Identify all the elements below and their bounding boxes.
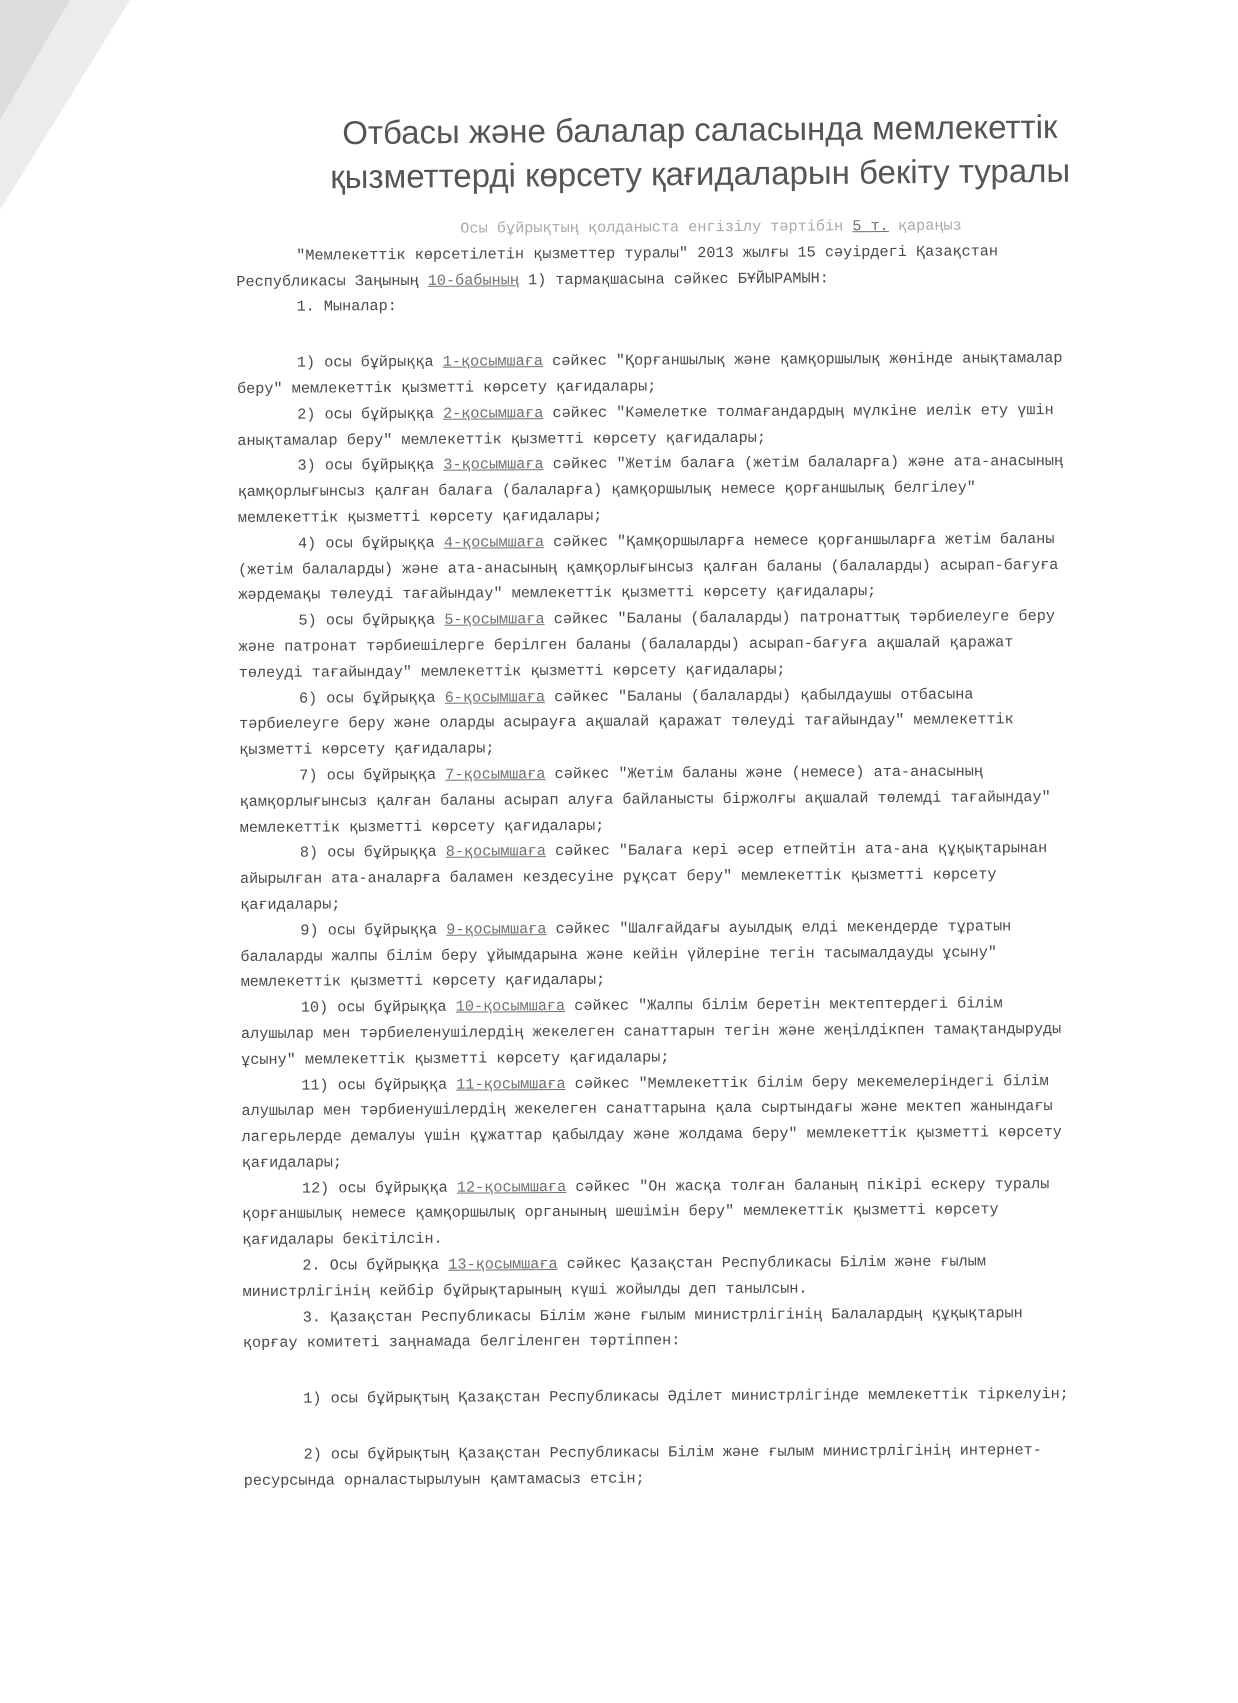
rule-item-continuation: алушылар мен тәрбиенушілердің жекелеген санаттарына қала сыртындағы және мектеп жанындағы <box>241 1097 1053 1121</box>
paragraph-3-line-2: қорғау комитеті заңнамада белгіленген тәртіппен: <box>242 1331 681 1353</box>
annex-link[interactable]: 6-қосымшаға <box>444 687 546 707</box>
rule-item-continuation: алушылар мен тәрбиеленушілердің жекелеген санаттарын тегін және жеңілдікпен тамақтандыруды <box>240 1019 1062 1043</box>
paragraph-2-line-2: министрлігінің кейбір бұйрықтарының күші жойылды деп танылсын. <box>242 1279 808 1301</box>
rule-item-6: 6) осы бұйрыққа 6-қосымшаға сәйкес "Баланы (балаларды) қабылдаушы отбасына <box>298 685 974 708</box>
subitem-1: 1) осы бұйрықтың Қазақстан Республикасы Әділет министрлігінде мемлекеттік тіркелуін; <box>303 1385 1069 1408</box>
annex-13-link[interactable]: 13-қосымшаға <box>448 1255 558 1274</box>
rule-item-continuation: қағидалары бекітілсін. <box>242 1230 443 1250</box>
rule-item-continuation: беру" мемлекеттік қызметті көрсету қағидалары; <box>236 377 657 398</box>
paragraph-1: 1. Мыналар: <box>296 297 397 317</box>
rule-item-continuation: төлеуді тағайындау" мемлекеттік қызметті көрсету қағидалары; <box>238 660 786 682</box>
paragraph-3-line-1: 3. Қазақстан Республикасы Білім және ғылым министрлігінің Балалардың құқықтарын <box>302 1303 1023 1327</box>
rule-item-continuation: қамқорлығынсыз қалған баланы асырап алуға байланысты біржолғы ақшалай төлемді тағайындау" <box>239 787 1051 811</box>
paragraph-2-line-1: 2. Осы бұйрыққа 13-қосымшаға сәйкес Қазақстан Республикасы Білім және ғылым <box>302 1252 987 1275</box>
annex-link[interactable]: 4-қосымшаға <box>443 532 545 552</box>
rule-item-continuation: мемлекеттік қызметті көрсету қағидалары; <box>237 506 603 527</box>
annex-link[interactable]: 7-қосымшаға <box>445 765 546 784</box>
rule-item-continuation: қорғаншылық немесе қамқоршылық органының шешімін беру" мемлекеттік қызметті көрсету <box>242 1200 999 1224</box>
rule-item-continuation: ұсыну" мемлекеттік қызметті көрсету қағидалары; <box>241 1048 670 1069</box>
rule-item-continuation: қағидалары; <box>240 895 341 914</box>
annex-link[interactable]: 9-қосымшаға <box>446 919 547 939</box>
rule-item-1: 1) осы бұйрыққа 1-қосымшаға сәйкес "Қорғаншылық және қамқоршылық жөнінде анықтамалар <box>296 349 1063 372</box>
rule-item-continuation: жәрдемақы төлеуді тағайындау" мемлекеттік қызметті көрсету қағидалары; <box>238 582 877 605</box>
rules-list <box>237 345 1192 1254</box>
subitem-2-line-2: ресурсында орналастырылуын қамтамасыз етсін; <box>243 1469 645 1490</box>
annex-link[interactable]: 1-қосымшаға <box>442 352 544 371</box>
rule-item-continuation: және патронат тәрбиешілерге берілген баланы (балаларды) асырап-бағуға ақшалай қаражат <box>238 633 1014 656</box>
annex-link[interactable]: 2-қосымшаға <box>442 403 544 423</box>
intro-line-1: "Мемлекеттік көрсетілетін қызметтер туралы" 2013 жылғы 15 сәуірдегі Қазақстан <box>296 242 999 265</box>
annex-link[interactable]: 5-қосымшаға <box>444 610 545 629</box>
rule-item-7: 7) осы бұйрыққа 7-қосымшаға сәйкес "Жетім баланы және (немесе) ата-анасының <box>299 762 984 785</box>
entry-into-force-note: Осы бұйрықтың қолданыста енгізілу тәртібін 5 т. қараңыз <box>460 216 962 238</box>
rule-item-12: 12) осы бұйрыққа 12-қосымшаға сәйкес "Он жасқа толған баланың пікірі ескеру туралы <box>301 1174 1050 1198</box>
rule-item-5: 5) осы бұйрыққа 5-қосымшаға сәйкес "Баланы (балаларды) патронаттық тәрбиелеуге беру <box>298 607 1056 630</box>
annex-link[interactable]: 11-қосымшаға <box>456 1074 566 1094</box>
rule-item-continuation: мемлекеттік қызметті көрсету қағидалары; <box>240 971 606 992</box>
rule-item-continuation: (жетім балаларды) және ата-анасының қамқорлығынсыз қалған баланы (балаларды) асырап-бағуға <box>238 555 1059 579</box>
title-line-2: қызметтерді көрсету қағидаларын бекіту туралы <box>330 151 1071 196</box>
intro-line-2: Республикасы Заңының 10-бабының 1) тармақшасына сәйкес БҰЙЫРАМЫН: <box>236 268 829 291</box>
subitem-2-line-1: 2) осы бұйрықтың Қазақстан Республикасы Білім және ғылым министрлігінің интернет- <box>303 1441 1042 1464</box>
rule-item-2: 2) осы бұйрыққа 2-қосымшаға сәйкес "Кәмелетке толмағандардың мүлкіне иелік ету үшін <box>297 400 1054 424</box>
annex-link[interactable]: 3-қосымшаға <box>443 455 544 475</box>
rule-item-continuation: балаларды жалпы білім беру ұйымдарына және кейін үйлеріне тегін тасымалдауды ұсыну" <box>240 942 998 966</box>
rule-item-8: 8) осы бұйрыққа 8-қосымшаға сәйкес "Балаға кері әсер етпейтін ата-ана құқықтарынан <box>299 839 1048 862</box>
title-line-1: Отбасы және балалар саласында мемлекеттік <box>342 107 1058 152</box>
document-title <box>250 104 1151 200</box>
rule-item-10: 10) осы бұйрыққа 10-қосымшаға сәйкес "Жалпы білім беретін мектептердегі білім <box>300 994 1003 1017</box>
rule-item-continuation: мемлекеттік қызметті көрсету қағидалары; <box>239 816 605 837</box>
annex-link[interactable]: 12-қосымшаға <box>456 1177 567 1197</box>
rule-item-continuation: анықтамалар беру" мемлекеттік қызметті көрсету қағидалары; <box>237 428 767 450</box>
rule-item-9: 9) осы бұйрыққа 9-қосымшаға сәйкес "Шалғайдағы ауылдық елді мекендерде тұратын <box>300 916 1012 940</box>
folded-corner <box>0 0 70 120</box>
annex-link[interactable]: 10-қосымшаға <box>455 997 566 1016</box>
rule-item-continuation: лагерьлерде демалуы үшін құжаттар қабылдау және жолдама беру" мемлекеттік қызметті көрсету <box>241 1123 1062 1147</box>
rule-item-continuation: қамқорлығынсыз қалған балаға (балаларға) қамқоршылық немесе қорғаншылық белгілеу" <box>237 478 976 502</box>
document-body <box>236 212 1194 1494</box>
rule-item-11: 11) осы бұйрыққа 11-қосымшаға сәйкес "Мемлекеттік білім беру мекемелеріндегі білім <box>301 1071 1049 1095</box>
article-link[interactable]: 10-бабының <box>427 270 519 290</box>
rule-item-continuation: қызметті көрсету қағидалары; <box>239 739 495 760</box>
rule-item-continuation: айырылған ата-аналарға баламен кездесуіне рұқсат беру" мемлекеттік қызметті көрсету <box>239 865 997 889</box>
rule-item-4: 4) осы бұйрыққа 4-қосымшаға сәйкес "Қамқоршыларға немесе қорғаншыларға жетім баланы <box>297 529 1055 553</box>
annex-link[interactable]: 8-қосымшаға <box>445 842 547 862</box>
rule-item-continuation: қағидалары; <box>241 1153 343 1172</box>
rule-item-continuation: тәрбиелеуге беру және оларды асырауға ақшалай қаражат төлеуді тағайындау" мемлекеттік <box>239 710 1014 734</box>
note-link[interactable]: 5 т. <box>852 217 889 236</box>
rule-item-3: 3) осы бұйрыққа 3-қосымшаға сәйкес "Жетім балаға (жетім балаларға) және ата-анасының <box>297 452 1064 476</box>
